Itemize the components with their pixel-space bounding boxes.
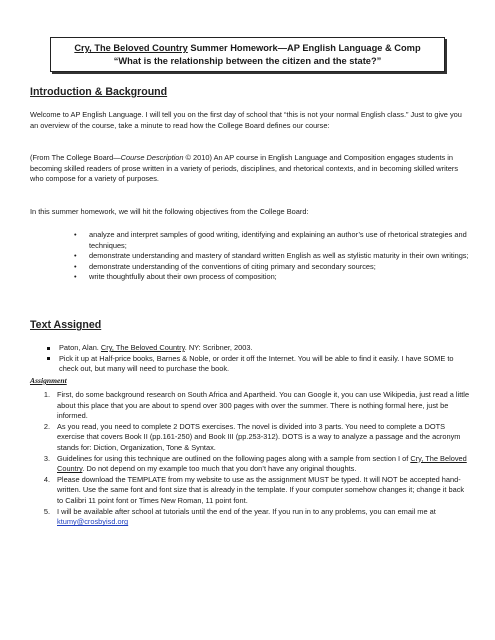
assignment-label: Assignment [30, 376, 67, 385]
item-text: I will be available after school at tutorials until the end of the year. If you run in to any problems, you can email me at [57, 506, 436, 516]
assignment-item [30, 454, 470, 475]
p2-before: (From The College Board— [30, 153, 121, 162]
p2-italic: Course Description [120, 153, 184, 162]
pickup-item: Pick it up at Half-price books, Barnes & Noble, or order it off the Internet. You will be able to find it easily. I have SOME to check out, but many will need to purchase the book. [47, 354, 467, 375]
intro-paragraph-2 [30, 153, 465, 185]
item-number: 4. [43, 474, 50, 484]
title-question: “What is the relationship between the citizen and the state?” [113, 55, 382, 66]
assignment-list [30, 390, 470, 528]
intro-paragraph-3: In this summer homework, we will hit the following objectives from the College Board: [30, 207, 309, 216]
title-box [50, 37, 445, 72]
item-text: First, do some background research on South Africa and Apartheid. You can Google it, you can use Wikipedia, just read a little about this place that you are about to spend over 300 pages with over the summer. There is nothing formal here, just be informed. [57, 390, 470, 421]
cite-after: . NY: Scribner, 2003. [184, 343, 253, 352]
email-link[interactable]: ktumy@crosbyisd.org [57, 517, 129, 527]
item-text: As you read, you need to complete 2 DOTS exercises. The novel is divided into 3 parts. You need to complete a DOTS exercise that covers Book II (pp.161-250) and Book III (pp.253-312). DOTS is a way to analyze a passage and the acronym stands for: Diction, Organization, Tone & Syntax. [57, 421, 461, 452]
objective-item: • write thoughtfully about their own process of composition; [74, 272, 469, 283]
item-number: 5. [43, 506, 50, 516]
objective-item: • analyze and interpret samples of good writing, identifying and explaining an author’s use of rhetorical strategies and techniques; [74, 230, 469, 251]
item-book-title: Cry, The Beloved Country [57, 453, 467, 474]
intro-heading: Introduction & Background [30, 86, 168, 98]
p2-after: © 2010) An AP course in English Language and Composition engages students in becoming skilled readers of prose written in a variety of periods, disciplines, and rhetorical contexts, and in becoming skilled writers who compose for a variety of purposes. [30, 153, 459, 184]
text-assigned-heading: Text Assigned [30, 319, 102, 331]
intro-paragraph-1: Welcome to AP English Language. I will tell you on the first day of school that “this is not your normal English class.” Just to give you an overview of the course, take a minute to read how the College Board defines our course: [30, 110, 462, 130]
item-text: Please download the TEMPLATE from my website to use as the assignment MUST be typed. It will NOT be accepted hand-written. Use the same font and font size that is already in the template. If your computer somehow changes it; change it back to Calibri 11 point font or Times New Roman, 11 point font. [57, 474, 465, 505]
assignment-item [30, 475, 470, 507]
citation-item [47, 343, 467, 354]
objective-item: • demonstrate understanding and mastery of standard written English as well as stylistic maturity in their own writings; [74, 251, 469, 262]
assignment-item [30, 507, 470, 528]
assignment-item [30, 422, 470, 454]
title-book: Cry, The Beloved Country [74, 43, 188, 53]
cite-before: Paton, Alan. [59, 343, 101, 352]
item-number: 3. [43, 453, 50, 463]
objectives-list [74, 230, 469, 283]
objective-item: • demonstrate understanding of the conventions of citing primary and secondary sources; [74, 262, 469, 273]
title-rest: Summer Homework—AP English Language & Comp [187, 43, 421, 53]
text-assigned-list [47, 343, 467, 375]
assignment-item [30, 390, 470, 422]
item-number: 2. [43, 421, 50, 431]
item-text-before: Guidelines for using this technique are outlined on the following pages along with a sample from section I of [57, 453, 411, 463]
cite-title: Cry, The Beloved Country [100, 343, 185, 352]
item-number: 1. [43, 390, 50, 399]
title-line-1 [51, 42, 444, 55]
item-text-after: . Do not depend on my example too much that you don’t have any original thoughts. [82, 464, 357, 474]
